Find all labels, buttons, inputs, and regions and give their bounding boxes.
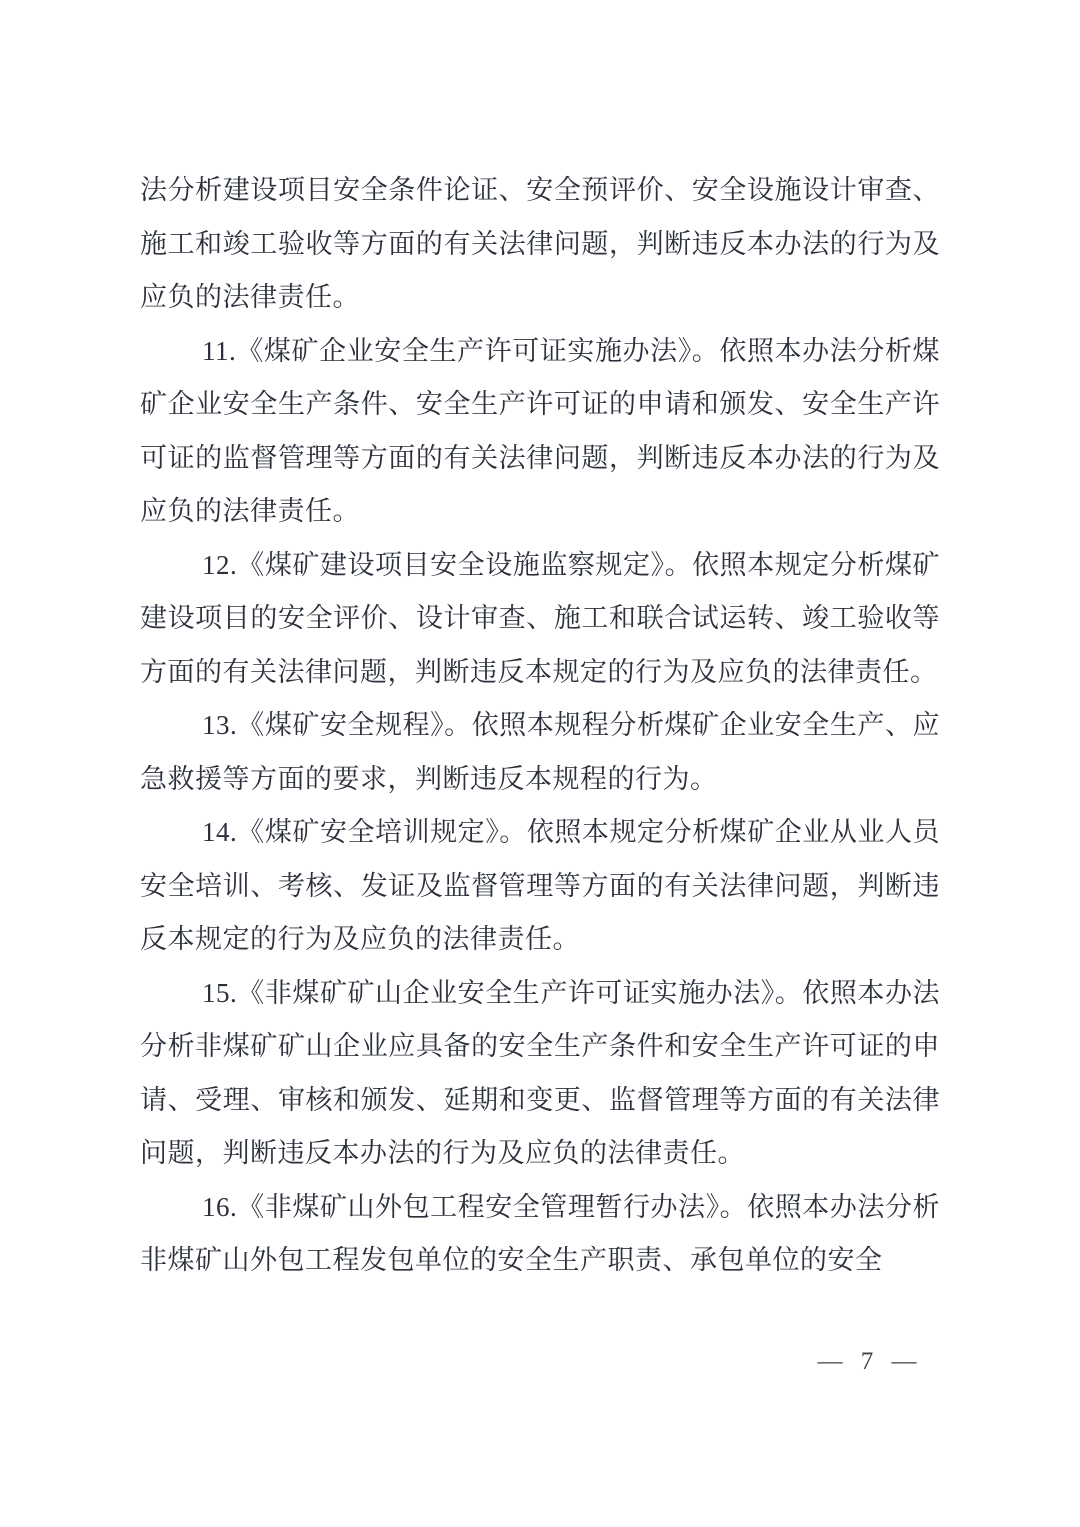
paragraph-item-14: 14.《煤矿安全培训规定》。依照本规定分析煤矿企业从业人员安全培训、考核、发证及监督管理等方面的有关法律问题，判断违反本规定的行为及应负的法律责任。 bbox=[140, 817, 940, 954]
paragraph-item-13: 13.《煤矿安全规程》。依照本规程分析煤矿企业安全生产、应急救援等方面的要求，判断违反本规程的行为。 bbox=[140, 710, 940, 794]
paragraph-item-12: 12.《煤矿建设项目安全设施监察规定》。依照本规定分析煤矿建设项目的安全评价、设计审查、施工和联合试运转、竣工验收等方面的有关法律问题，判断违反本规定的行为及应负的法律责任。 bbox=[140, 549, 940, 687]
page-number: — 7 — bbox=[817, 1348, 923, 1375]
paragraph-item-15: 15.《非煤矿矿山企业安全生产许可证实施办法》。依照本办法分析非煤矿矿山企业应具备的安全生产条件和安全生产许可证的申请、受理、审核和颁发、延期和变更、监督管理等方面的有关法律问题，判断违反本办法的行为及应负的法律责任。 bbox=[140, 977, 940, 1168]
paragraph-continuation: 法分析建设项目安全条件论证、安全预评价、安全设施设计审查、施工和竣工验收等方面的有关法律问题，判断违反本办法的行为及应负的法律责任。 bbox=[140, 175, 940, 312]
paragraph-item-11: 11.《煤矿企业安全生产许可证实施办法》。依照本办法分析煤矿企业安全生产条件、安全生产许可证的申请和颁发、安全生产许可证的监督管理等方面的有关法律问题，判断违反本办法的行为及应负的法律责任。 bbox=[140, 335, 940, 526]
document-body bbox=[140, 164, 940, 1288]
paragraph-item-16: 16.《非煤矿山外包工程安全管理暂行办法》。依照本办法分析非煤矿山外包工程发包单位的安全生产职责、承包单位的安全 bbox=[140, 1191, 940, 1275]
